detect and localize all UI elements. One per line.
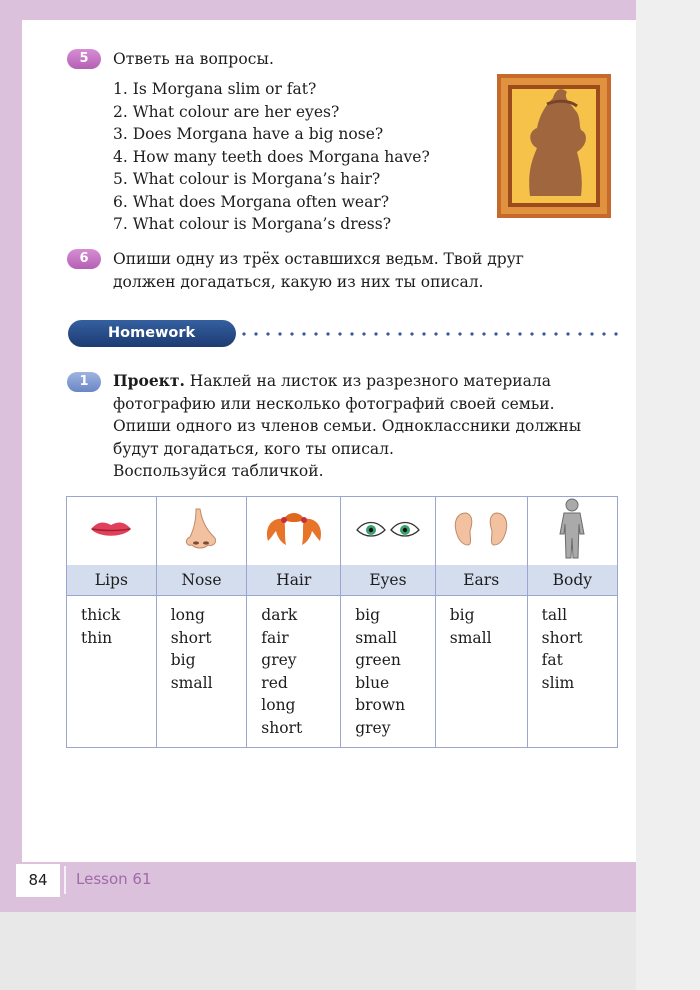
question-item: 6. What does Morgana often wear? bbox=[113, 192, 390, 211]
appearance-table bbox=[66, 496, 618, 748]
question-item: 4. How many teeth does Morgana have? bbox=[113, 147, 430, 166]
task-1-text bbox=[113, 370, 613, 483]
word: grey bbox=[261, 651, 297, 669]
table-words-row bbox=[67, 596, 618, 748]
table-cell bbox=[435, 497, 527, 566]
word: long bbox=[170, 606, 205, 624]
column-header: Eyes bbox=[341, 565, 436, 596]
word: red bbox=[261, 673, 288, 692]
task-6-badge: 6 bbox=[67, 249, 101, 269]
column-header: Hair bbox=[247, 565, 341, 596]
table-cell bbox=[247, 596, 341, 748]
ears-icon bbox=[452, 511, 510, 547]
homework-dotted-rule bbox=[238, 332, 622, 336]
word: slim bbox=[541, 673, 575, 692]
question-item: 5. What colour is Morgana’s hair? bbox=[113, 170, 381, 188]
word: fat bbox=[541, 651, 563, 669]
task-6-line: должен догадаться, какую из них ты описал. bbox=[113, 272, 484, 291]
task-6-text bbox=[113, 248, 593, 293]
table-cell bbox=[527, 596, 617, 748]
task-1-line: будут догадаться, кого ты описал. bbox=[113, 439, 394, 458]
table-cell bbox=[156, 596, 247, 748]
homework-banner: Homework bbox=[68, 320, 236, 347]
word: small bbox=[449, 628, 492, 647]
question-item: 1. Is Morgana slim or fat? bbox=[113, 80, 317, 98]
word: thick bbox=[81, 606, 121, 624]
task-1-line: Опиши одного из членов семьи. Одноклассники должны bbox=[113, 417, 582, 435]
word: big bbox=[170, 651, 196, 669]
hair-icon bbox=[262, 509, 326, 549]
task-1-line: фотографию или несколько фотографий своей семьи. bbox=[113, 394, 555, 413]
table-cell bbox=[67, 596, 157, 748]
question-item: 3. Does Morgana have a big nose? bbox=[113, 125, 384, 143]
task-5-heading: Ответь на вопросы. bbox=[113, 50, 275, 68]
word: thin bbox=[81, 628, 113, 647]
word: green bbox=[355, 651, 401, 669]
word: small bbox=[170, 673, 213, 692]
table-cell bbox=[435, 596, 527, 748]
task-1-line: Наклей на листок из разрезного материала bbox=[184, 372, 551, 390]
task-1-line: Воспользуйся табличкой. bbox=[113, 462, 324, 480]
task-6-line: Опиши одну из трёх оставшихся ведьм. Твой друг bbox=[113, 250, 524, 268]
word: short bbox=[541, 628, 583, 647]
table-cell bbox=[527, 497, 617, 566]
table-cell bbox=[247, 497, 341, 566]
question-item: 7. What colour is Morgana’s dress? bbox=[113, 215, 392, 233]
table-cell bbox=[341, 497, 436, 566]
word: short bbox=[261, 718, 303, 737]
page-number: 84 bbox=[16, 864, 60, 897]
question-item: 2. What colour are her eyes? bbox=[113, 102, 340, 121]
table-cell bbox=[67, 497, 157, 566]
morgana-portrait-image bbox=[497, 74, 611, 218]
lesson-label: Lesson 61 bbox=[76, 870, 152, 888]
word: long bbox=[261, 696, 296, 714]
table-header-row bbox=[67, 565, 618, 596]
table-cell bbox=[341, 596, 436, 748]
body-icon bbox=[552, 498, 592, 560]
word: grey bbox=[355, 718, 391, 737]
word: dark bbox=[261, 606, 298, 624]
lips-icon bbox=[89, 518, 133, 540]
nose-icon bbox=[180, 507, 224, 551]
eyes-icon bbox=[355, 518, 421, 540]
column-header: Body bbox=[527, 565, 617, 596]
word: blue bbox=[355, 673, 390, 692]
word: short bbox=[170, 628, 212, 647]
word: small bbox=[355, 628, 397, 647]
task-5-badge: 5 bbox=[67, 49, 101, 69]
project-label: Проект. bbox=[113, 371, 185, 390]
word: fair bbox=[261, 628, 289, 647]
scan-margin-bottom bbox=[0, 912, 636, 990]
word: big bbox=[355, 606, 380, 624]
table-cell bbox=[156, 497, 247, 566]
footer-divider bbox=[64, 866, 66, 894]
word: brown bbox=[355, 696, 406, 714]
column-header: Ears bbox=[435, 565, 527, 596]
scan-margin-right bbox=[636, 0, 700, 990]
word: tall bbox=[541, 606, 568, 624]
task-5-questions bbox=[113, 78, 430, 236]
table-icon-row bbox=[67, 497, 618, 566]
column-header: Nose bbox=[156, 565, 247, 596]
word: big bbox=[449, 606, 475, 624]
task-1-badge: 1 bbox=[67, 372, 101, 392]
column-header: Lips bbox=[67, 565, 157, 596]
